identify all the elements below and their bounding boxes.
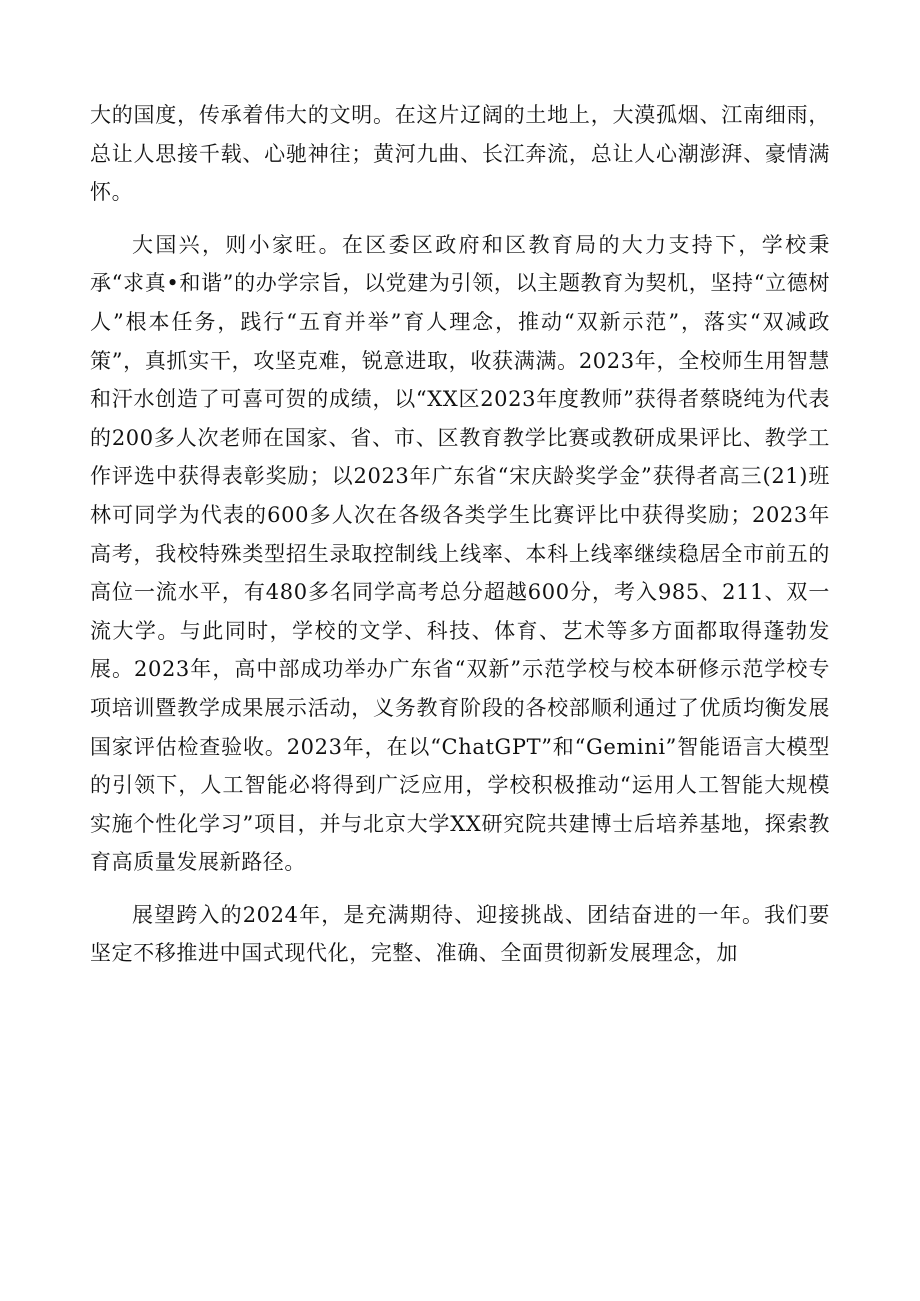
paragraph-3: 展望跨入的2024年，是充满期待、迎接挑战、团结奋进的一年。我们要坚定不移推进中国式现代化，完整、准确、全面贯彻新发展理念，加 (90, 902, 830, 966)
paragraph-2: 大国兴，则小家旺。在区委区政府和区教育局的大力支持下，学校秉承“求真•和谐”的办学宗旨，以党建为引领，以主题教育为契机，坚持“立德树人”根本任务，践行“五育并举”育人理念，推动“双新示范”，落实“双减政策”，真抓实干，攻坚克难，锐意进取，收获满满。2023年，全校师生用智慧和汗水创造了可喜可贺的成绩，以“XX区2023年度教师”获得者蔡晓纯为代表的200多人次老师在国家、省、市、区教育教学比赛或教研成果评比、教学工作评选中获得表彰奖励；以2023年广东省“宋庆龄奖学金”获得者高三(21)班林可同学为代表的600多人次在各级各类学生比赛评比中获得奖励；2023年高考，我校特殊类型招生录取控制线上线率、本科上线率继续稳居全市前五的高位一流水平，有480多名同学高考总分超越600分，考入985、211、双一流大学。与此同时，学校的文学、科技、体育、艺术等多方面都取得蓬勃发展。2023年，高中部成功举办广东省“双新”示范学校与校本研修示范学校专项培训暨教学成果展示活动，义务教育阶段的各校部顺利通过了优质均衡发展国家评估检查验收。2023年，在以“ChatGPT”和“Gemini”智能语言大模型的引领下，人工智能必将得到广泛应用，学校积极推动“运用人工智能大规模实施个性化学习”项目，并与北京大学XX研究院共建博士后培养基地，探索教育高质量发展新路径。 (90, 232, 830, 875)
document-page (90, 96, 830, 973)
paragraph-1: 大的国度，传承着伟大的文明。在这片辽阔的土地上，大漠孤烟、江南细雨，总让人思接千载、心驰神往；黄河九曲、长江奔流，总让人心潮澎湃、豪情满怀。 (90, 103, 830, 205)
